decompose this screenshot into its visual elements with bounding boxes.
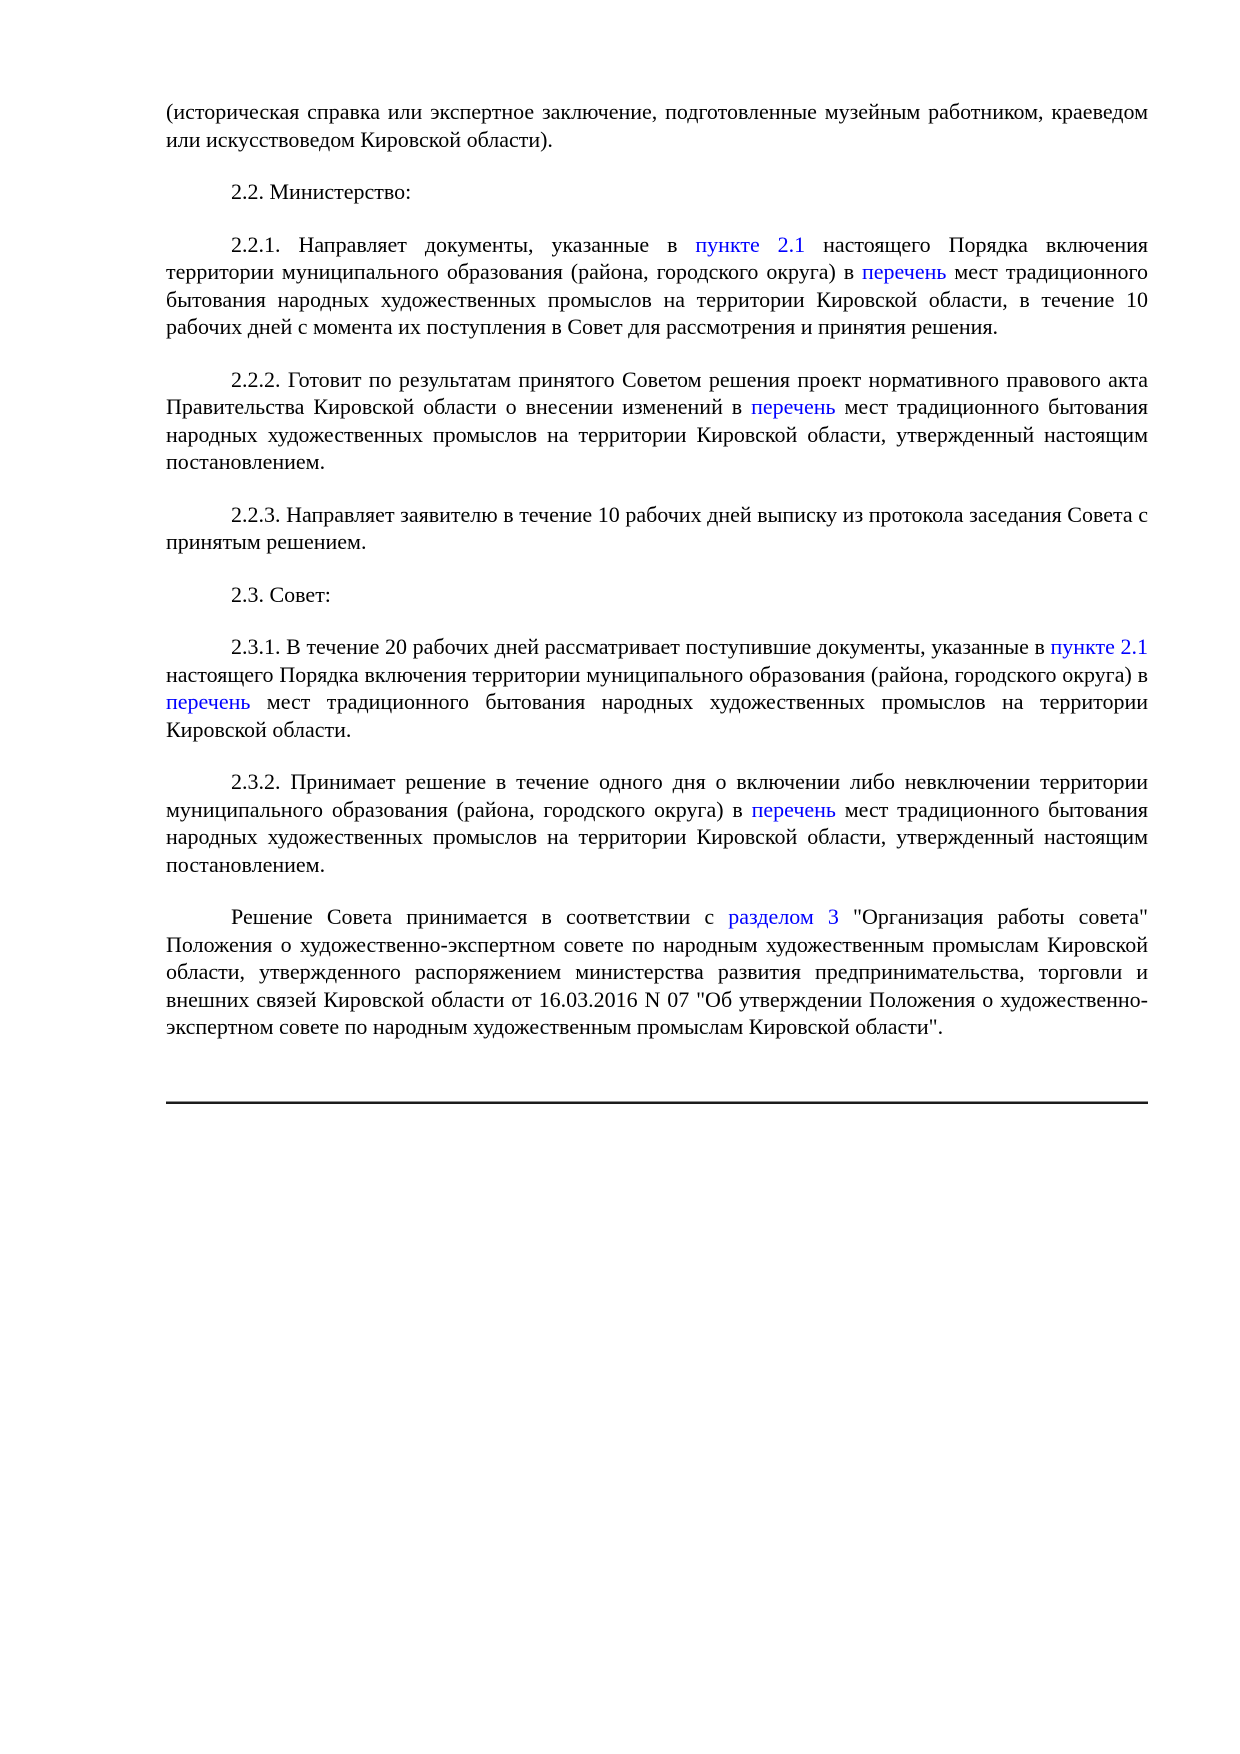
link-punkt-2-1[interactable]: пункте 2.1 — [695, 231, 806, 257]
text-segment: 2.2.1. Направляет документы, указанные в — [231, 231, 696, 257]
text-segment: мест традиционного бытования народных художественных промыслов на территории Кировской области, утвержденный настоящим постановлением. — [166, 394, 1149, 474]
link-perechen[interactable]: перечень — [862, 259, 947, 284]
link-perechen[interactable]: перечень — [751, 394, 836, 419]
text-segment: 2.3. Совет: — [231, 581, 331, 607]
clause-2-2-1 — [166, 231, 1148, 341]
text-segment: мест традиционного бытования народных художественных промыслов на территории Кировской области. — [166, 689, 1148, 742]
link-perechen[interactable]: перечень — [166, 689, 251, 714]
document-body — [166, 98, 1148, 1041]
page-divider — [166, 1101, 1148, 1104]
clause-2-3-2 — [166, 768, 1148, 878]
link-perechen[interactable]: перечень — [751, 796, 836, 822]
clause-2-2-3 — [166, 501, 1148, 556]
text-segment: мест традиционного бытования народных художественных промыслов на территории Кировской области, в течение 10 рабочих дней с момента их поступления в Совет для рассмотрения и принятия решения. — [166, 259, 1148, 339]
clause-2-3-1 — [166, 633, 1148, 743]
text-segment: 2.2.3. Направляет заявителю в течение 10 рабочих дней выписку из протокола заседания Совета с принятым решением. — [166, 501, 1148, 554]
closing-paragraph — [166, 903, 1148, 1041]
link-punkt-2-1[interactable]: пункте 2.1 — [1050, 634, 1148, 659]
clause-2-2-2 — [166, 366, 1148, 476]
text-segment: 2.2.2. Готовит по результатам принятого Советом решения проект нормативного правового акта Правительства Кировской области о внесении изменений в — [166, 366, 1148, 419]
text-segment: 2.2. Министерство: — [231, 179, 412, 204]
document-page — [166, 98, 1148, 1104]
link-razdel-3[interactable]: разделом 3 — [728, 904, 839, 929]
text-segment: Решение Совета принимается в соответствии с — [231, 904, 729, 929]
section-2-2-heading — [166, 178, 1148, 206]
text-segment: настоящего Порядка включения территории муниципального образования (района, городского округа) в — [166, 231, 1149, 284]
text-segment: 2.3.1. В течение 20 рабочих дней рассматривает поступившие документы, указанные в — [231, 634, 1051, 659]
section-2-3-heading — [166, 581, 1148, 609]
text-segment: мест традиционного бытования народных художественных промыслов на территории Кировской области, утвержденный настоящим постановлением. — [166, 796, 1148, 877]
continuation-paragraph — [166, 98, 1148, 153]
text-segment: настоящего Порядка включения территории муниципального образования (района, городского округа) в — [166, 661, 1148, 687]
text-segment: 2.3.2. Принимает решение в течение одного дня о включении либо невключении территории муниципального образования (района, городского округа) в — [166, 769, 1148, 822]
text-segment: "Организация работы совета" Положения о художественно-экспертном совете по народным художественным промыслам Кировской области, утвержденного распоряжением министерства развития предпринимательства, торговли и внешних связей Кировской области от 16.03.2016 N 07 "Об утверждении Положения о художественно-экспертном совете по народным художественным промыслам Кировской области". — [166, 904, 1149, 1039]
text-segment: (историческая справка или экспертное заключение, подготовленные музейным работником, краеведом или искусствоведом Кировской области). — [166, 99, 1148, 152]
